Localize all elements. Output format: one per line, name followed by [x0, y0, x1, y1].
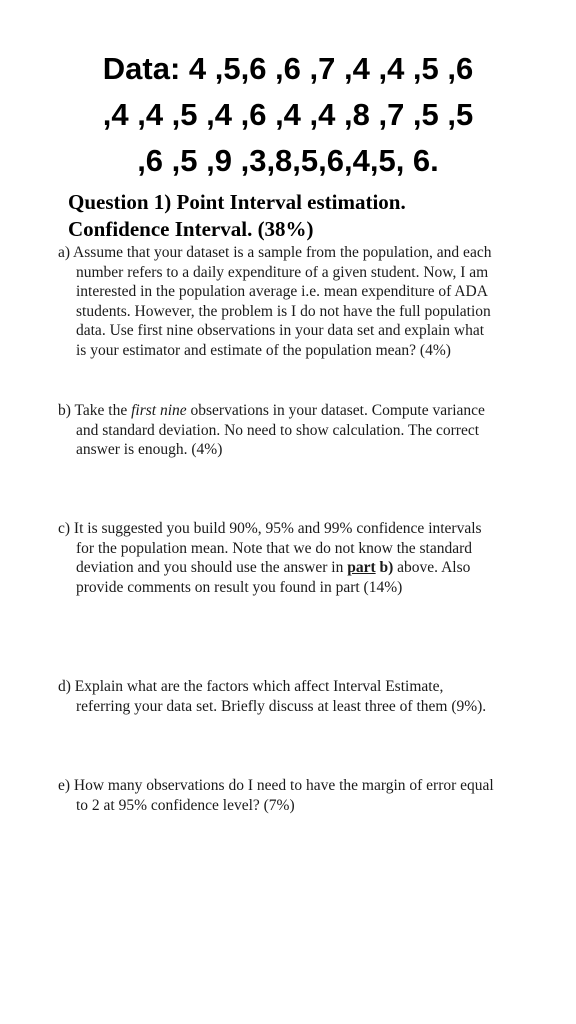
part-c-line-4: provide comments on result you found in part (14%)	[76, 578, 403, 596]
part-e-line-1: e) How many observations do I need to have the margin of error equal	[58, 777, 494, 794]
part-b-line-1-pre: b) Take the	[58, 402, 132, 419]
part-c-line-1: c) It is suggested you build 90%, 95% and 99% confidence intervals	[58, 520, 482, 537]
question-title	[68, 189, 548, 243]
part-d-line-2: referring your data set. Briefly discuss at least three of them (9%).	[76, 697, 487, 715]
part-a-line-3: interested in the population average i.e. mean expenditure of ADA	[76, 283, 488, 301]
part-a-line-6: is your estimator and estimate of the population mean? (4%)	[76, 341, 451, 359]
question-title-line-2: Confidence Interval. (38%)	[68, 217, 314, 241]
part-b-line-3: answer is enough. (4%)	[76, 441, 223, 459]
part-b	[58, 401, 542, 460]
part-c-part-link: part	[347, 559, 376, 577]
part-e	[58, 776, 542, 815]
data-line-2: ,4 ,4 ,5 ,4 ,6 ,4 ,4 ,8 ,7 ,5 ,5	[102, 97, 474, 132]
part-b-first-nine: first nine	[131, 402, 187, 419]
question-title-line-1: Question 1) Point Interval estimation.	[68, 190, 406, 214]
part-a-line-2: number refers to a daily expenditure of a given student. Now, I am	[76, 263, 489, 281]
part-d	[58, 677, 542, 716]
part-b-line-1-post: observations in your dataset. Compute variance	[186, 402, 485, 419]
part-e-line-2: to 2 at 95% confidence level? (7%)	[76, 796, 295, 814]
part-b-line-2: and standard deviation. No need to show calculation. The correct	[76, 421, 480, 439]
part-a-line-1: a) Assume that your dataset is a sample from the population, and each	[58, 244, 492, 261]
part-a	[58, 243, 542, 361]
part-d-line-1: d) Explain what are the factors which affect Interval Estimate,	[58, 678, 444, 695]
part-c-line-3-post: above. Also	[393, 559, 471, 577]
part-c-line-2: for the population mean. Note that we do not know the standard	[76, 539, 473, 557]
part-c-line-3-pre: deviation and you should use the answer in	[76, 559, 348, 577]
part-c	[58, 519, 542, 597]
data-header	[0, 46, 576, 184]
part-a-line-5: data. Use first nine observations in your data set and explain what	[76, 322, 485, 340]
part-a-line-4: students. However, the problem is I do not have the full population	[76, 302, 491, 320]
data-line-3: ,6 ,5 ,9 ,3,8,5,6,4,5, 6.	[137, 143, 439, 178]
part-b-line-1	[58, 401, 542, 421]
data-line-1: Data: 4 ,5,6 ,6 ,7 ,4 ,4 ,5 ,6	[102, 51, 474, 86]
part-c-b-ref: b)	[375, 559, 394, 577]
part-c-line-3	[58, 558, 542, 578]
